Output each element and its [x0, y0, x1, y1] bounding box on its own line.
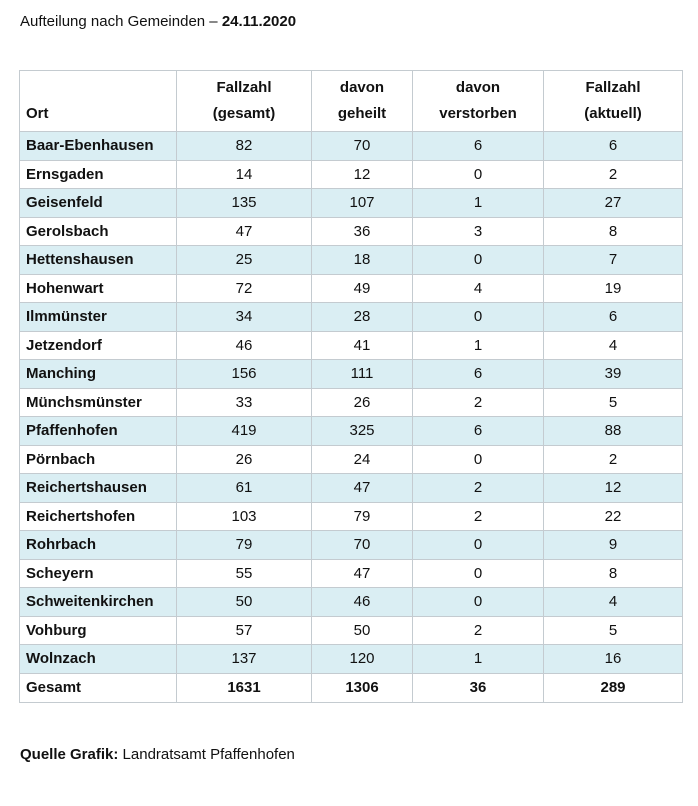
table-row	[20, 246, 683, 275]
cell-davon-verstorben: 2	[413, 502, 544, 531]
cell-davon-verstorben: 0	[413, 559, 544, 588]
cell-fallzahl-aktuell: 5	[544, 616, 683, 645]
source-note	[20, 746, 295, 763]
cell-fallzahl-aktuell: 12	[544, 474, 683, 503]
source-label: Quelle Grafik:	[20, 746, 119, 763]
cell-fallzahl-aktuell: 2	[544, 445, 683, 474]
header-line2: (aktuell)	[584, 105, 642, 122]
table-row	[20, 388, 683, 417]
cell-fallzahl-aktuell: 19	[544, 274, 683, 303]
cell-fallzahl-gesamt: 72	[177, 274, 312, 303]
header-ort	[20, 71, 177, 132]
cell-ort: Geisenfeld	[20, 189, 177, 218]
cell-davon-verstorben: 2	[413, 388, 544, 417]
cell-fallzahl-aktuell: 22	[544, 502, 683, 531]
cell-ort: Pörnbach	[20, 445, 177, 474]
header-line1: Fallzahl	[216, 79, 272, 96]
table-row	[20, 502, 683, 531]
cell-davon-geheilt: 50	[312, 616, 413, 645]
table-row	[20, 417, 683, 446]
cell-fallzahl-gesamt: 61	[177, 474, 312, 503]
cell-fallzahl-aktuell: 289	[544, 673, 683, 702]
cell-fallzahl-aktuell: 7	[544, 246, 683, 275]
cell-davon-verstorben: 0	[413, 246, 544, 275]
cell-davon-geheilt: 24	[312, 445, 413, 474]
header-fallzahl-aktuell	[544, 71, 683, 132]
cell-fallzahl-gesamt: 33	[177, 388, 312, 417]
cell-davon-verstorben: 0	[413, 303, 544, 332]
cell-davon-geheilt: 70	[312, 132, 413, 161]
table-row	[20, 616, 683, 645]
header-ort-label: Ort	[26, 105, 49, 122]
cell-ort: Vohburg	[20, 616, 177, 645]
cell-fallzahl-gesamt: 46	[177, 331, 312, 360]
table-row	[20, 445, 683, 474]
cell-davon-geheilt: 47	[312, 474, 413, 503]
cell-fallzahl-aktuell: 6	[544, 132, 683, 161]
cell-davon-geheilt: 79	[312, 502, 413, 531]
header-line2: (gesamt)	[212, 105, 276, 122]
cell-davon-verstorben: 1	[413, 189, 544, 218]
cell-davon-verstorben: 6	[413, 417, 544, 446]
table-row	[20, 474, 683, 503]
header-line1: Fallzahl	[585, 79, 641, 96]
cell-fallzahl-aktuell: 4	[544, 331, 683, 360]
title-date: 24.11.2020	[221, 13, 297, 30]
header-fallzahl-gesamt	[177, 71, 312, 132]
cell-davon-verstorben: 6	[413, 360, 544, 389]
cell-fallzahl-gesamt: 419	[177, 417, 312, 446]
table-row	[20, 559, 683, 588]
cell-fallzahl-gesamt: 103	[177, 502, 312, 531]
cell-davon-verstorben: 0	[413, 531, 544, 560]
header-davon-verstorben	[413, 71, 544, 132]
cell-davon-geheilt: 12	[312, 160, 413, 189]
table-row	[20, 132, 683, 161]
cell-ort: Rohrbach	[20, 531, 177, 560]
total-row	[20, 673, 683, 702]
cell-fallzahl-gesamt: 34	[177, 303, 312, 332]
cell-fallzahl-gesamt: 82	[177, 132, 312, 161]
cell-fallzahl-gesamt: 135	[177, 189, 312, 218]
cell-ort: Gesamt	[20, 673, 177, 702]
cell-fallzahl-gesamt: 79	[177, 531, 312, 560]
header-row	[20, 71, 683, 132]
cell-fallzahl-aktuell: 39	[544, 360, 683, 389]
cell-ort: Ilmmünster	[20, 303, 177, 332]
header-line1: davon	[339, 79, 385, 96]
table-row	[20, 331, 683, 360]
municipality-table	[19, 70, 683, 703]
source-text: Landratsamt Pfaffenhofen	[118, 746, 295, 763]
cell-ort: Hettenshausen	[20, 246, 177, 275]
cell-davon-verstorben: 0	[413, 588, 544, 617]
cell-davon-verstorben: 4	[413, 274, 544, 303]
cell-fallzahl-gesamt: 137	[177, 645, 312, 674]
cell-fallzahl-aktuell: 27	[544, 189, 683, 218]
cell-davon-verstorben: 0	[413, 160, 544, 189]
cell-davon-verstorben: 0	[413, 445, 544, 474]
cell-ort: Jetzendorf	[20, 331, 177, 360]
cell-fallzahl-gesamt: 25	[177, 246, 312, 275]
cell-fallzahl-aktuell: 8	[544, 217, 683, 246]
table-row	[20, 360, 683, 389]
cell-fallzahl-aktuell: 9	[544, 531, 683, 560]
cell-ort: Reichertshausen	[20, 474, 177, 503]
cell-fallzahl-aktuell: 4	[544, 588, 683, 617]
cell-davon-verstorben: 1	[413, 331, 544, 360]
cell-ort: Schweitenkirchen	[20, 588, 177, 617]
table-body	[20, 132, 683, 703]
cell-ort: Gerolsbach	[20, 217, 177, 246]
cell-davon-verstorben: 3	[413, 217, 544, 246]
cell-fallzahl-gesamt: 14	[177, 160, 312, 189]
cell-davon-geheilt: 46	[312, 588, 413, 617]
table-row	[20, 531, 683, 560]
table-row	[20, 588, 683, 617]
cell-davon-geheilt: 1306	[312, 673, 413, 702]
header-davon-geheilt	[312, 71, 413, 132]
cell-davon-geheilt: 107	[312, 189, 413, 218]
header-line1: davon	[455, 79, 501, 96]
cell-davon-verstorben: 6	[413, 132, 544, 161]
table-row	[20, 274, 683, 303]
header-line2: geheilt	[337, 105, 387, 122]
cell-ort: Manching	[20, 360, 177, 389]
cell-fallzahl-aktuell: 6	[544, 303, 683, 332]
cell-fallzahl-gesamt: 47	[177, 217, 312, 246]
cell-ort: Münchsmünster	[20, 388, 177, 417]
cell-davon-geheilt: 18	[312, 246, 413, 275]
cell-davon-geheilt: 111	[312, 360, 413, 389]
table-row	[20, 160, 683, 189]
header-line2: verstorben	[439, 105, 517, 122]
cell-ort: Wolnzach	[20, 645, 177, 674]
table-row	[20, 645, 683, 674]
cell-fallzahl-gesamt: 156	[177, 360, 312, 389]
cell-davon-verstorben: 2	[413, 616, 544, 645]
cell-fallzahl-aktuell: 16	[544, 645, 683, 674]
cell-davon-verstorben: 1	[413, 645, 544, 674]
cell-fallzahl-aktuell: 88	[544, 417, 683, 446]
cell-ort: Baar-Ebenhausen	[20, 132, 177, 161]
cell-fallzahl-aktuell: 2	[544, 160, 683, 189]
cell-fallzahl-gesamt: 26	[177, 445, 312, 474]
table-row	[20, 217, 683, 246]
cell-davon-geheilt: 26	[312, 388, 413, 417]
cell-davon-geheilt: 325	[312, 417, 413, 446]
cell-davon-geheilt: 36	[312, 217, 413, 246]
cell-davon-geheilt: 41	[312, 331, 413, 360]
cell-ort: Pfaffenhofen	[20, 417, 177, 446]
cell-davon-geheilt: 120	[312, 645, 413, 674]
cell-fallzahl-gesamt: 55	[177, 559, 312, 588]
cell-ort: Hohenwart	[20, 274, 177, 303]
cell-ort: Reichertshofen	[20, 502, 177, 531]
table-row	[20, 303, 683, 332]
cell-fallzahl-aktuell: 8	[544, 559, 683, 588]
page-title	[20, 13, 296, 30]
cell-fallzahl-gesamt: 1631	[177, 673, 312, 702]
cell-davon-geheilt: 47	[312, 559, 413, 588]
cell-davon-geheilt: 28	[312, 303, 413, 332]
cell-ort: Ernsgaden	[20, 160, 177, 189]
cell-ort: Scheyern	[20, 559, 177, 588]
title-text: Aufteilung nach Gemeinden –	[20, 13, 222, 30]
cell-fallzahl-gesamt: 57	[177, 616, 312, 645]
cell-davon-geheilt: 70	[312, 531, 413, 560]
cell-fallzahl-aktuell: 5	[544, 388, 683, 417]
cell-fallzahl-gesamt: 50	[177, 588, 312, 617]
cell-davon-geheilt: 49	[312, 274, 413, 303]
table-row	[20, 189, 683, 218]
cell-davon-verstorben: 36	[413, 673, 544, 702]
cell-davon-verstorben: 2	[413, 474, 544, 503]
